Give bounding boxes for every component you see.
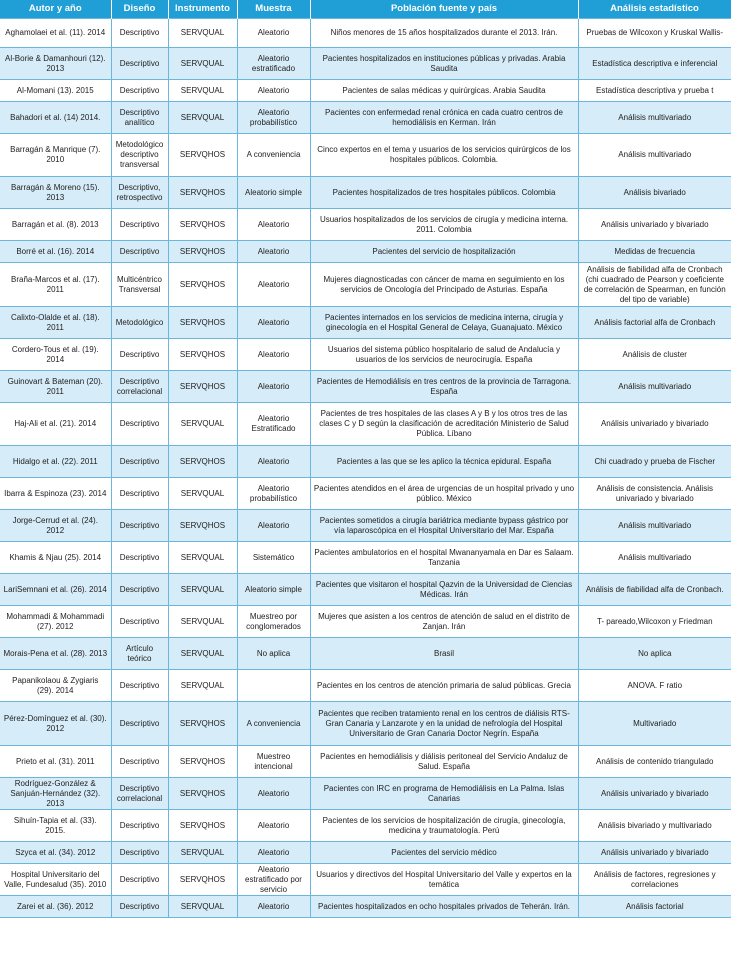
cell-muestra: Aleatorio (237, 19, 310, 48)
cell-diseno: Descriptivo, retrospectivo (111, 177, 168, 209)
cell-muestra: Aleatorio (237, 810, 310, 842)
cell-diseno: Descriptivo (111, 209, 168, 241)
cell-analisis: Análisis de contenido triangulado (578, 746, 731, 778)
table-row (0, 307, 731, 339)
cell-analisis: Medidas de frecuencia (578, 241, 731, 263)
table-row (0, 810, 731, 842)
cell-instrumento: SERVQUAL (168, 403, 237, 446)
cell-muestra: Aleatorio (237, 778, 310, 810)
header-poblacion: Población fuente y país (310, 0, 578, 19)
cell-autor: Braña-Marcos et al. (17). 2011 (0, 263, 111, 307)
table-row (0, 842, 731, 864)
cell-analisis: Análisis de fiabilidad alfa de Cronbach (chi cuadrado de Pearson y coeficiente de correlación de Spearman, en función del tipo de variable) (578, 263, 731, 307)
cell-poblacion: Pacientes a las que se les aplico la técnica epidural. España (310, 446, 578, 478)
cell-autor: Haj-Ali et al. (21). 2014 (0, 403, 111, 446)
cell-poblacion: Pacientes internados en los servicios de medicina interna, cirugía y ginecología en el Hospital General de Celaya, Guanajuato. México (310, 307, 578, 339)
table-row (0, 371, 731, 403)
cell-diseno: Descriptivo analítico (111, 102, 168, 134)
cell-poblacion: Pacientes que reciben tratamiento renal en los centros de diálisis RTS-Gran Canaria y Lanzarote y en la unidad de nefrología del Hospital Universitario de Gran Canaria Doctor Negrín. España (310, 702, 578, 746)
cell-poblacion: Pacientes del servicio médico (310, 842, 578, 864)
cell-diseno: Descriptivo (111, 606, 168, 638)
cell-muestra: Aleatorio estratificado por servicio (237, 864, 310, 896)
cell-analisis: Análisis de cluster (578, 339, 731, 371)
header-autor: Autor y año (0, 0, 111, 19)
cell-instrumento: SERVQUAL (168, 478, 237, 510)
cell-instrumento: SERVQHOS (168, 810, 237, 842)
cell-muestra: Muestreo por conglomerados (237, 606, 310, 638)
cell-diseno: Descriptivo (111, 80, 168, 102)
cell-instrumento: SERVQUAL (168, 80, 237, 102)
cell-diseno: Descriptivo (111, 446, 168, 478)
header-row (0, 0, 731, 19)
table-row (0, 510, 731, 542)
cell-analisis: T- pareado,Wilcoxon y Friedman (578, 606, 731, 638)
cell-poblacion: Pacientes que visitaron el hospital Qazvin de la Universidad de Ciencias Médicas. Irán (310, 574, 578, 606)
table-row (0, 80, 731, 102)
cell-autor: Aghamolaei et al. (11). 2014 (0, 19, 111, 48)
table-row (0, 606, 731, 638)
cell-muestra: No aplica (237, 638, 310, 670)
cell-autor: Borré et al. (16). 2014 (0, 241, 111, 263)
cell-autor: Guinovart & Bateman (20). 2011 (0, 371, 111, 403)
cell-poblacion: Mujeres diagnosticadas con cáncer de mama en seguimiento en los servicios de Oncología del Principado de Asturias. España (310, 263, 578, 307)
cell-autor: Barragán et al. (8). 2013 (0, 209, 111, 241)
cell-analisis: Pruebas de Wilcoxon y Kruskal Wallis- (578, 19, 731, 48)
cell-diseno: Descriptivo correlacional (111, 778, 168, 810)
cell-autor: Prieto et al. (31). 2011 (0, 746, 111, 778)
cell-muestra: Aleatorio (237, 307, 310, 339)
cell-instrumento: SERVQHOS (168, 263, 237, 307)
cell-instrumento: SERVQHOS (168, 241, 237, 263)
cell-diseno: Descriptivo (111, 478, 168, 510)
cell-diseno: Descriptivo (111, 542, 168, 574)
cell-poblacion: Usuarios y directivos del Hospital Universitario del Valle y expertos en la temática (310, 864, 578, 896)
table-row (0, 864, 731, 896)
cell-diseno: Descriptivo (111, 702, 168, 746)
cell-muestra: A conveniencia (237, 134, 310, 177)
table-row (0, 403, 731, 446)
cell-muestra: Aleatorio probabilístico (237, 478, 310, 510)
cell-muestra: Aleatorio (237, 339, 310, 371)
cell-instrumento: SERVQHOS (168, 746, 237, 778)
cell-analisis: Análisis factorial (578, 896, 731, 918)
cell-poblacion: Pacientes hospitalizados en ocho hospitales privados de Teherán. Irán. (310, 896, 578, 918)
cell-autor: LariSemnani et al. (26). 2014 (0, 574, 111, 606)
cell-autor: Mohammadi & Mohammadi (27). 2012 (0, 606, 111, 638)
cell-muestra: Aleatorio (237, 896, 310, 918)
cell-autor: Khamis & Njau (25). 2014 (0, 542, 111, 574)
cell-autor: Al-Borie & Damanhouri (12). 2013 (0, 48, 111, 80)
table-row (0, 48, 731, 80)
cell-autor: Jorge-Cerrud et al. (24). 2012 (0, 510, 111, 542)
cell-diseno: Descriptivo (111, 896, 168, 918)
cell-poblacion: Usuarios hospitalizados de los servicios de cirugía y medicina interna. 2011. Colombia (310, 209, 578, 241)
cell-diseno: Descriptivo (111, 810, 168, 842)
cell-diseno: Descriptivo (111, 746, 168, 778)
cell-diseno: Multicéntrico Transversal (111, 263, 168, 307)
cell-instrumento: SERVQHOS (168, 339, 237, 371)
cell-muestra: Aleatorio (237, 446, 310, 478)
cell-analisis: Estadística descriptiva e inferencial (578, 48, 731, 80)
cell-instrumento: SERVQUAL (168, 102, 237, 134)
cell-instrumento: SERVQUAL (168, 48, 237, 80)
cell-diseno: Descriptivo correlacional (111, 371, 168, 403)
cell-muestra: A conveniencia (237, 702, 310, 746)
table-row (0, 446, 731, 478)
cell-instrumento: SERVQHOS (168, 371, 237, 403)
cell-muestra: Aleatorio simple (237, 177, 310, 209)
cell-diseno: Descriptivo (111, 241, 168, 263)
table-row (0, 896, 731, 918)
table-row (0, 134, 731, 177)
cell-poblacion: Pacientes de tres hospitales de las clases A y B y los otros tres de las clases C y D según la clasificación de acreditación Ministerio de Salud Pública. Líbano (310, 403, 578, 446)
cell-analisis: Chi cuadrado y prueba de Fischer (578, 446, 731, 478)
table-row (0, 746, 731, 778)
cell-autor: Ibarra & Espinoza (23). 2014 (0, 478, 111, 510)
table-body (0, 19, 731, 918)
table-row (0, 241, 731, 263)
cell-muestra: Aleatorio estratificado (237, 48, 310, 80)
cell-poblacion: Pacientes hospitalizados de tres hospitales públicos. Colombia (310, 177, 578, 209)
table-row (0, 177, 731, 209)
cell-autor: Al-Momani (13). 2015 (0, 80, 111, 102)
cell-analisis: Análisis bivariado (578, 177, 731, 209)
cell-diseno: Descriptivo (111, 842, 168, 864)
cell-instrumento: SERVQHOS (168, 446, 237, 478)
cell-autor: Pérez-Domínguez et al. (30). 2012 (0, 702, 111, 746)
cell-diseno: Descriptivo (111, 48, 168, 80)
cell-instrumento: SERVQUAL (168, 896, 237, 918)
cell-analisis: Análisis factorial alfa de Cronbach (578, 307, 731, 339)
cell-analisis: Análisis univariado y bivariado (578, 403, 731, 446)
cell-instrumento: SERVQHOS (168, 177, 237, 209)
cell-instrumento: SERVQHOS (168, 307, 237, 339)
cell-autor: Cordero-Tous et al. (19). 2014 (0, 339, 111, 371)
cell-diseno: Descriptivo (111, 403, 168, 446)
table-row (0, 209, 731, 241)
cell-analisis: Análisis multivariado (578, 542, 731, 574)
cell-diseno: Descriptivo (111, 339, 168, 371)
cell-analisis: Análisis multivariado (578, 371, 731, 403)
cell-analisis: Análisis univariado y bivariado (578, 209, 731, 241)
cell-poblacion: Pacientes de salas médicas y quirúrgicas. Arabia Saudita (310, 80, 578, 102)
cell-autor: Morais-Pena et al. (28). 2013 (0, 638, 111, 670)
cell-poblacion: Brasil (310, 638, 578, 670)
table-row (0, 339, 731, 371)
cell-analisis: Análisis univariado y bivariado (578, 778, 731, 810)
table-row (0, 574, 731, 606)
cell-poblacion: Pacientes de Hemodiálisis en tres centros de la provincia de Tarragona. España (310, 371, 578, 403)
cell-autor: Barragán & Moreno (15). 2013 (0, 177, 111, 209)
cell-analisis: Análisis de factores, regresiones y correlaciones (578, 864, 731, 896)
cell-instrumento: SERVQUAL (168, 842, 237, 864)
cell-muestra (237, 670, 310, 702)
cell-analisis: Estadística descriptiva y prueba t (578, 80, 731, 102)
cell-poblacion: Pacientes atendidos en el área de urgencias de un hospital privado y uno público. México (310, 478, 578, 510)
cell-poblacion: Pacientes en los centros de atención primaria de salud públicas. Grecia (310, 670, 578, 702)
cell-analisis: Análisis multivariado (578, 134, 731, 177)
cell-poblacion: Pacientes con IRC en programa de Hemodiálisis en La Palma. Islas Canarias (310, 778, 578, 810)
cell-muestra: Aleatorio (237, 209, 310, 241)
cell-diseno: Metodológico (111, 307, 168, 339)
cell-analisis: Análisis bivariado y multivariado (578, 810, 731, 842)
cell-diseno: Metodológico descriptivo transversal (111, 134, 168, 177)
cell-autor: Sihuín-Tapia et al. (33). 2015. (0, 810, 111, 842)
table-row (0, 263, 731, 307)
cell-autor: Papanikolaou & Zygiaris (29). 2014 (0, 670, 111, 702)
table-row (0, 102, 731, 134)
table-row (0, 478, 731, 510)
cell-poblacion: Pacientes de los servicios de hospitalización de cirugía, ginecología, medicina y traumatología. Perú (310, 810, 578, 842)
cell-autor: Calixto-Olalde et al. (18). 2011 (0, 307, 111, 339)
header-analisis: Análisis estadístico (578, 0, 731, 19)
table-row (0, 670, 731, 702)
cell-analisis: Análisis univariado y bivariado (578, 842, 731, 864)
header-instrumento: Instrumento (168, 0, 237, 19)
cell-muestra: Aleatorio probabilístico (237, 102, 310, 134)
cell-muestra: Aleatorio Estratificado (237, 403, 310, 446)
cell-analisis: Análisis multivariado (578, 510, 731, 542)
cell-instrumento: SERVQHOS (168, 134, 237, 177)
cell-instrumento: SERVQUAL (168, 638, 237, 670)
cell-instrumento: SERVQHOS (168, 510, 237, 542)
cell-instrumento: SERVQHOS (168, 864, 237, 896)
cell-analisis: No aplica (578, 638, 731, 670)
cell-poblacion: Pacientes con enfermedad renal crónica en cada cuatro centros de hemodiálisis en Kerman. Irán (310, 102, 578, 134)
cell-autor: Hospital Universitario del Valle, Fundesalud (35). 2010 (0, 864, 111, 896)
cell-poblacion: Niños menores de 15 años hospitalizados durante el 2013. Irán. (310, 19, 578, 48)
cell-diseno: Descriptivo (111, 864, 168, 896)
cell-analisis: ANOVA. F ratio (578, 670, 731, 702)
cell-muestra: Aleatorio (237, 371, 310, 403)
cell-diseno: Descriptivo (111, 19, 168, 48)
cell-autor: Bahadori et al. (14) 2014. (0, 102, 111, 134)
cell-instrumento: SERVQHOS (168, 702, 237, 746)
cell-autor: Barragán & Manrique (7). 2010 (0, 134, 111, 177)
cell-instrumento: SERVQUAL (168, 574, 237, 606)
cell-poblacion: Pacientes hospitalizados en instituciones públicas y privadas. Arabia Saudita (310, 48, 578, 80)
table-row (0, 542, 731, 574)
table-row (0, 19, 731, 48)
cell-diseno: Descriptivo (111, 574, 168, 606)
cell-poblacion: Mujeres que asisten a los centros de atención de salud en el distrito de Zanjan. Irán (310, 606, 578, 638)
cell-poblacion: Pacientes ambulatorios en el hospital Mwananyamala en Dar es Salaam. Tanzania (310, 542, 578, 574)
cell-diseno: Descriptivo (111, 510, 168, 542)
table-header (0, 0, 731, 19)
cell-muestra: Aleatorio simple (237, 574, 310, 606)
cell-muestra: Aleatorio (237, 80, 310, 102)
cell-instrumento: SERVQHOS (168, 209, 237, 241)
table-row (0, 778, 731, 810)
cell-instrumento: SERVQUAL (168, 19, 237, 48)
cell-poblacion: Cinco expertos en el tema y usuarios de los servicios quirúrgicos de los hospitales públicos. Colombia. (310, 134, 578, 177)
cell-instrumento: SERVQHOS (168, 778, 237, 810)
cell-diseno: Artículo teórico (111, 638, 168, 670)
cell-autor: Hidalgo et al. (22). 2011 (0, 446, 111, 478)
cell-muestra: Sistemático (237, 542, 310, 574)
cell-autor: Zarei et al. (36). 2012 (0, 896, 111, 918)
cell-diseno: Descriptivo (111, 670, 168, 702)
cell-muestra: Aleatorio (237, 241, 310, 263)
cell-poblacion: Usuarios del sistema público hospitalario de salud de Andalucía y usuarios de los servicios de neurocirugía. España (310, 339, 578, 371)
header-muestra: Muestra (237, 0, 310, 19)
table-row (0, 702, 731, 746)
cell-autor: Rodríguez-González & Sanjuán-Hernández (32). 2013 (0, 778, 111, 810)
cell-autor: Szyca et al. (34). 2012 (0, 842, 111, 864)
table-row (0, 638, 731, 670)
cell-muestra: Aleatorio (237, 510, 310, 542)
cell-muestra: Muestreo intencional (237, 746, 310, 778)
cell-analisis: Análisis de fiabilidad alfa de Cronbach. (578, 574, 731, 606)
cell-instrumento: SERVQUAL (168, 542, 237, 574)
cell-poblacion: Pacientes del servicio de hospitalización (310, 241, 578, 263)
cell-muestra: Aleatorio (237, 842, 310, 864)
cell-analisis: Multivariado (578, 702, 731, 746)
cell-instrumento: SERVQUAL (168, 670, 237, 702)
cell-instrumento: SERVQUAL (168, 606, 237, 638)
header-diseno: Diseño (111, 0, 168, 19)
cell-poblacion: Pacientes en hemodiálisis y diálisis peritoneal del Servicio Andaluz de Salud. España (310, 746, 578, 778)
cell-analisis: Análisis de consistencia. Análisis univariado y bivariado (578, 478, 731, 510)
cell-analisis: Análisis multivariado (578, 102, 731, 134)
cell-poblacion: Pacientes sometidos a cirugía bariátrica mediante bypass gástrico por vía laparoscópica en el Hospital Universitario del Mar. España (310, 510, 578, 542)
cell-muestra: Aleatorio (237, 263, 310, 307)
